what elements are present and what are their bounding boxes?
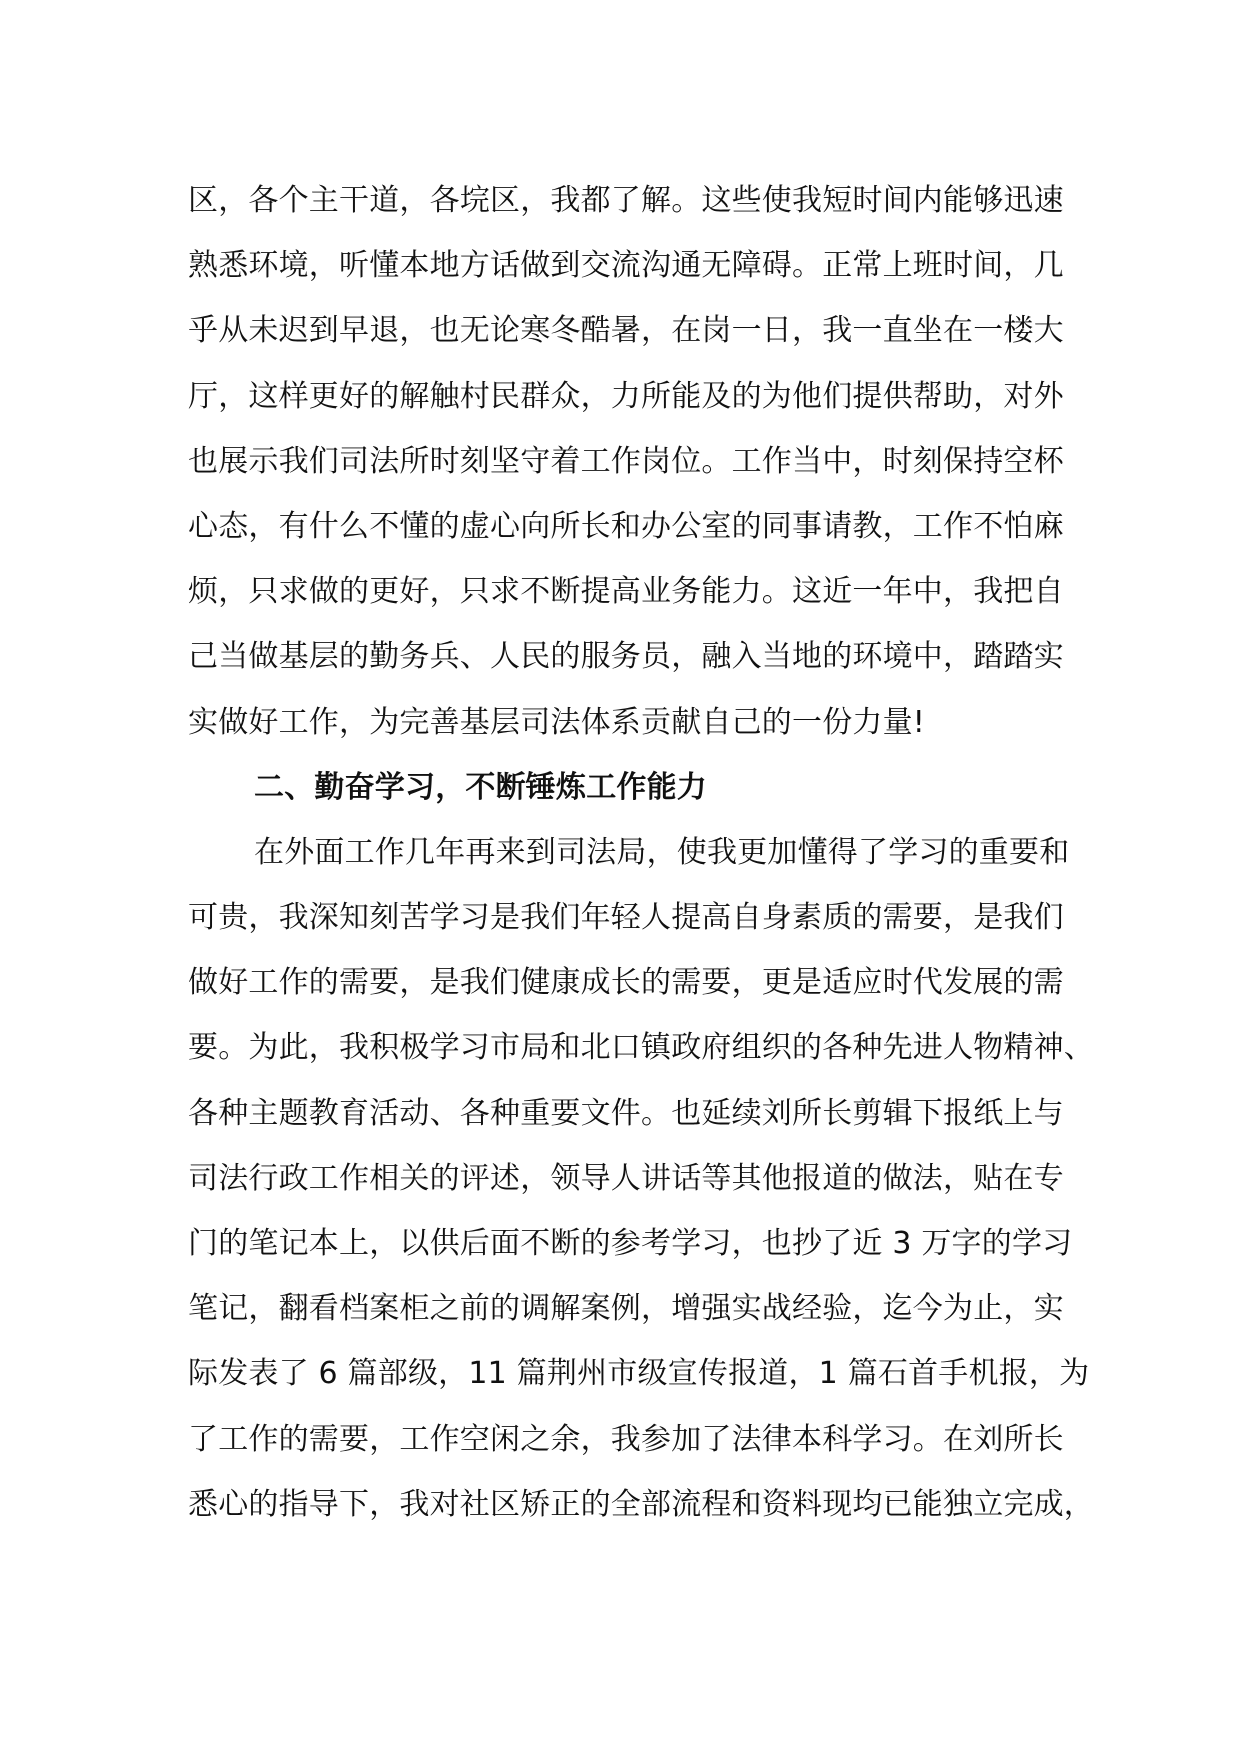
body-line: 司法行政工作相关的评述，领导人讲话等其他报道的做法，贴在专	[188, 1160, 1064, 1196]
body-line: 际发表了 6 篇部级，11 篇荆州市级宣传报道，1 篇石首手机报，为	[188, 1356, 1090, 1392]
body-line: 悉心的指导下，我对社区矫正的全部流程和资料现均已能独立完成，	[188, 1486, 1094, 1522]
body-line: 乎从未迟到早退，也无论寒冬酷暑，在岗一日，我一直坐在一楼大	[188, 313, 1064, 349]
body-line: 也展示我们司法所时刻坚守着工作岗位。工作当中，时刻保持空杯	[188, 443, 1064, 479]
body-line: 实做好工作，为完善基层司法体系贡献自己的一份力量!	[188, 704, 926, 740]
body-line: 做好工作的需要，是我们健康成长的需要，更是适应时代发展的需	[188, 965, 1064, 1001]
section-heading: 二、勤奋学习，不断锤炼工作能力	[254, 769, 707, 805]
body-line: 区，各个主干道，各垸区，我都了解。这些使我短时间内能够迅速	[188, 183, 1064, 218]
body-line: 己当做基层的勤务兵、人民的服务员，融入当地的环境中，踏踏实	[188, 639, 1064, 675]
body-line: 各种主题教育活动、各种重要文件。也延续刘所长剪辑下报纸上与	[188, 1095, 1064, 1131]
body-line: 在外面工作几年再来到司法局，使我更加懂得了学习的重要和	[254, 834, 1070, 870]
body-line: 可贵，我深知刻苦学习是我们年轻人提高自身素质的需要，是我们	[188, 900, 1064, 936]
body-line: 熟悉环境，听懂本地方话做到交流沟通无障碍。正常上班时间，几	[188, 248, 1064, 284]
body-line: 厅，这样更好的解触村民群众，力所能及的为他们提供帮助，对外	[188, 378, 1064, 414]
body-line: 了工作的需要，工作空闲之余，我参加了法律本科学习。在刘所长	[188, 1421, 1064, 1457]
body-line: 心态，有什么不懂的虚心向所长和办公室的同事请教，工作不怕麻	[188, 508, 1064, 544]
body-line: 要。为此，我积极学习市局和北口镇政府组织的各种先进人物精神、	[188, 1030, 1094, 1066]
document-body	[188, 168, 1094, 1537]
body-line: 烦，只求做的更好，只求不断提高业务能力。这近一年中，我把自	[188, 574, 1064, 610]
body-line: 笔记，翻看档案柜之前的调解案例，增强实战经验，迄今为止，实	[188, 1291, 1064, 1327]
body-line: 门的笔记本上，以供后面不断的参考学习，也抄了近 3 万字的学习	[188, 1226, 1073, 1261]
